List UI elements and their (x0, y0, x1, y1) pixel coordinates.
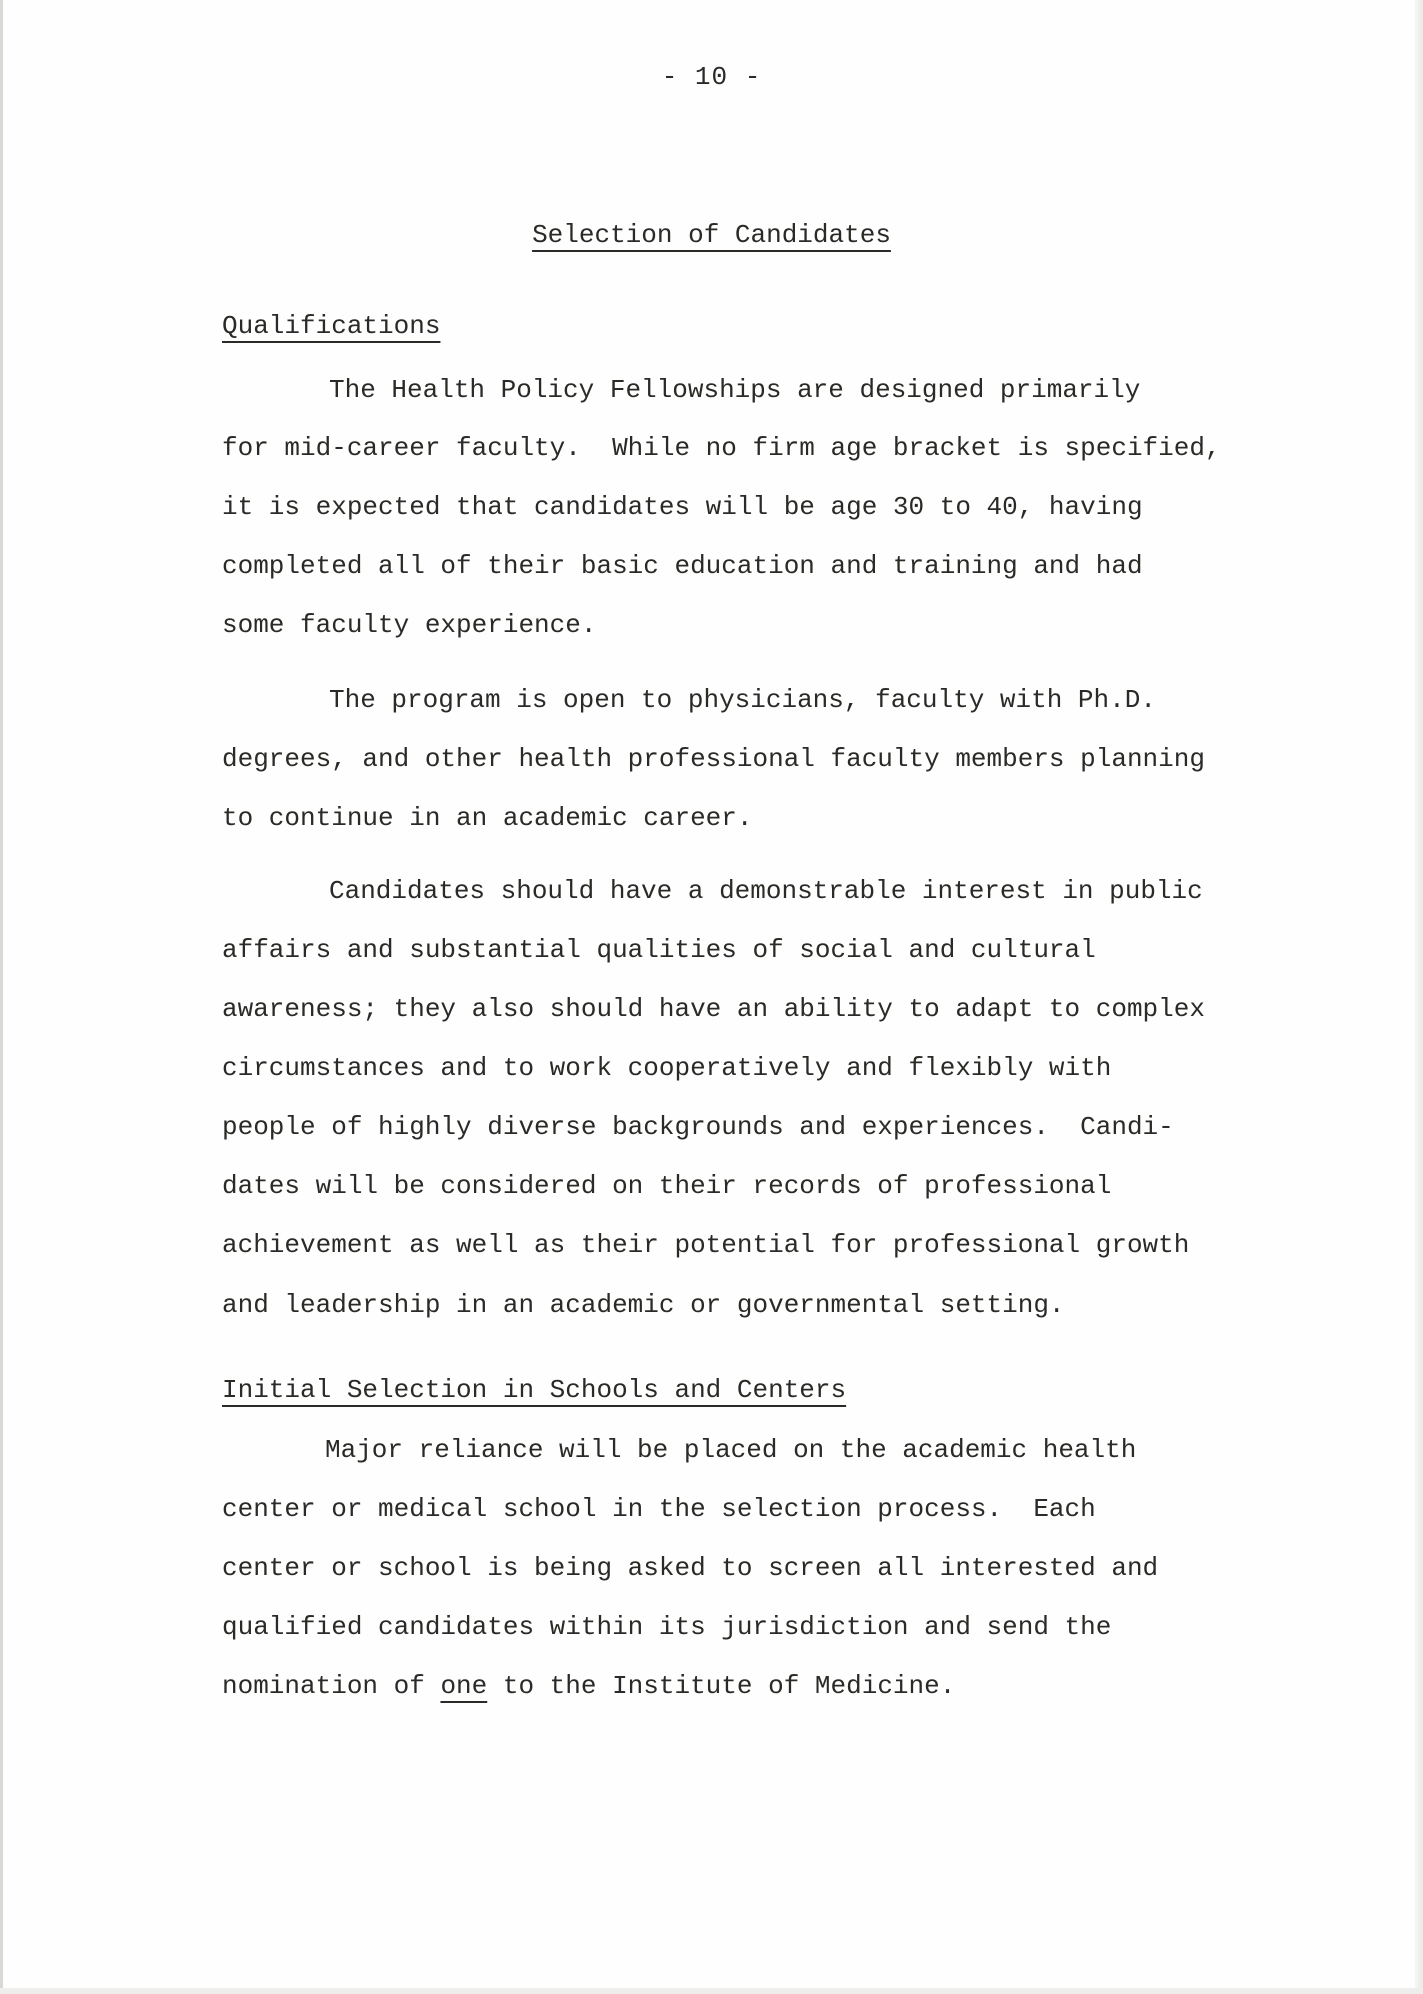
text-line: The Health Policy Fellowships are designed primarily (329, 375, 1141, 405)
section-heading-initial-selection: Initial Selection in Schools and Centers (222, 1375, 847, 1405)
text-line: and leadership in an academic or governmental setting. (222, 1290, 1065, 1320)
text-fragment: to the Institute of Medicine. (487, 1671, 956, 1701)
text-line: center or school is being asked to screen all interested and (222, 1553, 1159, 1583)
text-line: it is expected that candidates will be age 30 to 40, having (222, 492, 1143, 522)
text-line: affairs and substantial qualities of social and cultural (222, 935, 1096, 965)
text-line: qualified candidates within its jurisdiction and send the (222, 1612, 1112, 1642)
document-title (0, 220, 1423, 250)
text-line: Candidates should have a demonstrable interest in public (329, 876, 1203, 906)
text-line: circumstances and to work cooperatively and flexibly with (222, 1053, 1112, 1083)
page-number: - 10 - (661, 62, 762, 92)
text-line: people of highly diverse backgrounds and experiences. Candi- (222, 1112, 1174, 1142)
text-line: for mid-career faculty. While no firm age bracket is specified, (222, 433, 1221, 463)
text-line: degrees, and other health professional faculty members planning (222, 744, 1205, 774)
text-line: some faculty experience. (222, 610, 597, 640)
text-fragment: nomination of (222, 1671, 441, 1701)
page-bottom-edge (0, 1988, 1423, 1994)
text-line-last (222, 1671, 955, 1701)
text-line: completed all of their basic education and training and had (222, 551, 1143, 581)
page-left-edge (0, 0, 3, 1994)
text-line: The program is open to physicians, faculty with Ph.D. (329, 685, 1156, 715)
text-line: center or medical school in the selection process. Each (222, 1494, 1096, 1524)
text-line: achievement as well as their potential for professional growth (222, 1230, 1190, 1260)
section-heading-qualifications: Qualifications (222, 311, 441, 341)
page-right-edge (1415, 0, 1423, 1994)
text-line: awareness; they also should have an ability to adapt to complex (222, 994, 1205, 1024)
text-line: to continue in an academic career. (222, 803, 753, 833)
document-title-text: Selection of Candidates (532, 220, 891, 250)
emphasized-word: one (440, 1671, 488, 1701)
text-line: Major reliance will be placed on the academic health (325, 1435, 1137, 1465)
text-line: dates will be considered on their records of professional (222, 1171, 1112, 1201)
